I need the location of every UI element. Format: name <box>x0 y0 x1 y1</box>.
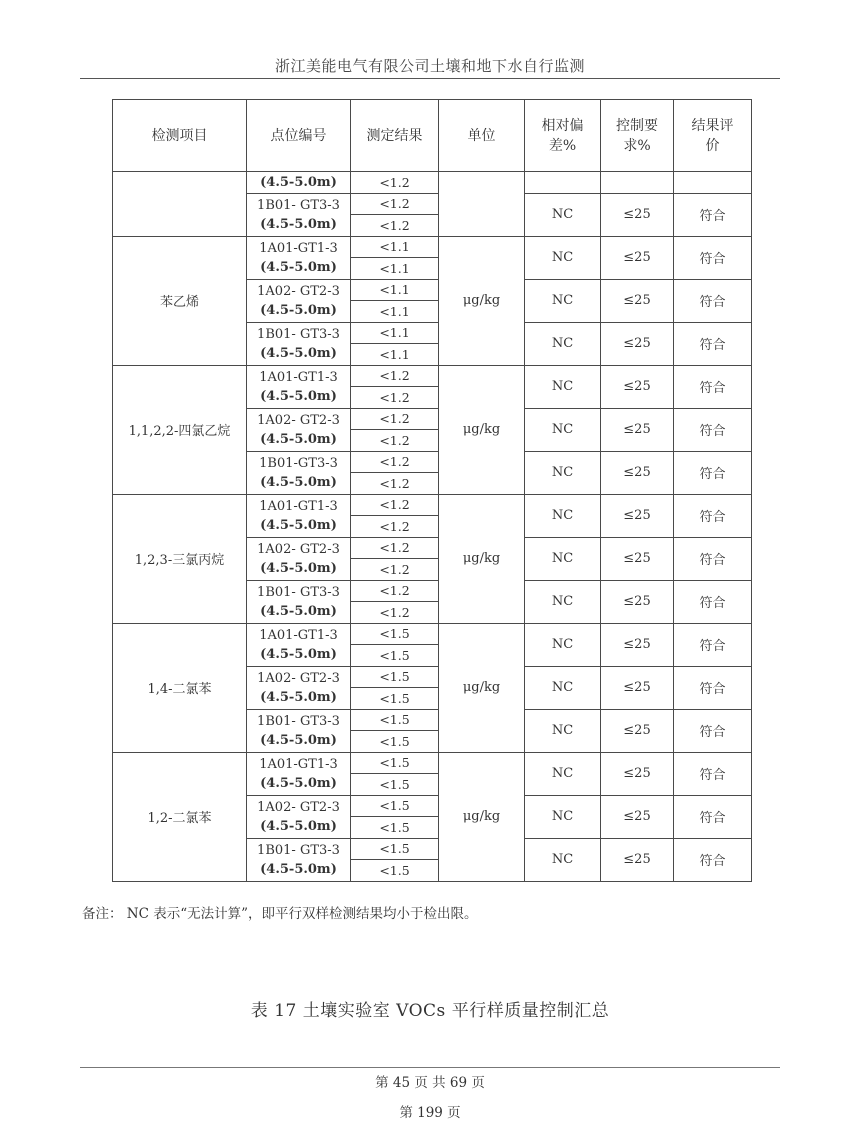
result-cell: <1.2 <box>351 193 439 215</box>
evaluation-cell: 符合 <box>674 752 752 795</box>
result-cell: <1.5 <box>351 709 439 731</box>
point-depth: (4.5-5.0m) <box>260 474 337 490</box>
table-row <box>113 172 752 194</box>
rpd-cell: NC <box>525 193 601 236</box>
evaluation-cell: 符合 <box>674 580 752 623</box>
page-number-total: 第 199 页 <box>399 1105 461 1121</box>
result-cell: <1.2 <box>351 473 439 495</box>
point-code: 1A02- GT2-3 <box>257 541 340 557</box>
table-row <box>113 236 752 258</box>
point-cell <box>247 537 351 580</box>
footer-rule <box>80 1067 780 1068</box>
rpd-cell: NC <box>525 408 601 451</box>
evaluation-cell: 符合 <box>674 537 752 580</box>
result-cell: <1.2 <box>351 580 439 602</box>
result-cell: <1.5 <box>351 645 439 667</box>
point-depth: (4.5-5.0m) <box>260 431 337 447</box>
column-header-evaluation: 结果评价 <box>674 100 752 172</box>
point-code: 1A01-GT1-3 <box>259 240 338 256</box>
point-code: 1B01- GT3-3 <box>257 326 340 342</box>
point-cell <box>247 172 351 194</box>
result-cell: <1.2 <box>351 451 439 473</box>
result-cell: <1.1 <box>351 301 439 323</box>
result-cell: <1.2 <box>351 537 439 559</box>
point-code: 1A02- GT2-3 <box>257 799 340 815</box>
point-cell <box>247 838 351 881</box>
rpd-cell: NC <box>525 623 601 666</box>
point-code: 1B01- GT3-3 <box>257 197 340 213</box>
point-code: 1A02- GT2-3 <box>257 412 340 428</box>
evaluation-cell: 符合 <box>674 838 752 881</box>
page-number: 第 45 页 共 69 页 <box>375 1075 485 1091</box>
rpd-cell: NC <box>525 236 601 279</box>
result-cell: <1.2 <box>351 365 439 387</box>
evaluation-cell: 符合 <box>674 322 752 365</box>
rpd-cell: NC <box>525 752 601 795</box>
control-cell: ≤25 <box>601 709 674 752</box>
result-cell: <1.2 <box>351 494 439 516</box>
column-header-point: 点位编号 <box>247 100 351 172</box>
result-cell: <1.5 <box>351 860 439 882</box>
rpd-cell: NC <box>525 451 601 494</box>
control-cell: ≤25 <box>601 322 674 365</box>
point-code: 1A02- GT2-3 <box>257 283 340 299</box>
detection-item-cell: 1,2,3-三氯丙烷 <box>113 494 247 623</box>
result-cell: <1.5 <box>351 795 439 817</box>
column-header-rpd: 相对偏差% <box>525 100 601 172</box>
rpd-cell <box>525 172 601 194</box>
control-cell: ≤25 <box>601 838 674 881</box>
control-cell: ≤25 <box>601 795 674 838</box>
result-cell: <1.2 <box>351 602 439 624</box>
table-row <box>113 752 752 774</box>
result-cell: <1.5 <box>351 731 439 753</box>
point-code: 1B01- GT3-3 <box>257 713 340 729</box>
point-depth: (4.5-5.0m) <box>260 603 337 619</box>
point-cell <box>247 623 351 666</box>
point-cell <box>247 322 351 365</box>
column-header-result: 测定结果 <box>351 100 439 172</box>
point-cell <box>247 365 351 408</box>
table-row <box>113 365 752 387</box>
evaluation-cell: 符合 <box>674 279 752 322</box>
control-cell: ≤25 <box>601 666 674 709</box>
evaluation-cell: 符合 <box>674 236 752 279</box>
evaluation-cell: 符合 <box>674 365 752 408</box>
unit-cell: μg/kg <box>439 752 525 881</box>
table-header-row <box>113 100 752 172</box>
point-code: 1B01-GT3-3 <box>259 455 338 471</box>
rpd-cell: NC <box>525 322 601 365</box>
evaluation-cell: 符合 <box>674 666 752 709</box>
point-cell <box>247 580 351 623</box>
rpd-cell: NC <box>525 795 601 838</box>
point-code: 1A01-GT1-3 <box>259 369 338 385</box>
control-cell: ≤25 <box>601 752 674 795</box>
point-depth: (4.5-5.0m) <box>260 818 337 834</box>
unit-cell: μg/kg <box>439 365 525 494</box>
point-cell <box>247 752 351 795</box>
table-body <box>113 172 752 882</box>
result-cell: <1.2 <box>351 559 439 581</box>
result-cell: <1.5 <box>351 666 439 688</box>
point-cell <box>247 193 351 236</box>
point-code: 1A01-GT1-3 <box>259 627 338 643</box>
table-row <box>113 623 752 645</box>
unit-cell: μg/kg <box>439 236 525 365</box>
control-cell: ≤25 <box>601 279 674 322</box>
point-cell <box>247 494 351 537</box>
detection-item-cell: 1,2-二氯苯 <box>113 752 247 881</box>
table-note: 备注： NC 表示“无法计算”，即平行双样检测结果均小于检出限。 <box>82 906 478 922</box>
result-cell: <1.5 <box>351 752 439 774</box>
point-depth: (4.5-5.0m) <box>260 560 337 576</box>
rpd-cell: NC <box>525 580 601 623</box>
result-cell: <1.2 <box>351 172 439 194</box>
rpd-cell: NC <box>525 666 601 709</box>
evaluation-cell: 符合 <box>674 193 752 236</box>
point-cell <box>247 408 351 451</box>
result-cell: <1.5 <box>351 774 439 796</box>
table-caption: 表 17 土壤实验室 VOCs 平行样质量控制汇总 <box>250 1001 610 1021</box>
point-cell <box>247 795 351 838</box>
column-header-unit: 单位 <box>439 100 525 172</box>
point-cell <box>247 451 351 494</box>
detection-item-cell: 1,1,2,2-四氯乙烷 <box>113 365 247 494</box>
detection-item-cell <box>113 172 247 237</box>
point-depth: (4.5-5.0m) <box>260 861 337 877</box>
rpd-cell: NC <box>525 494 601 537</box>
point-depth: (4.5-5.0m) <box>260 388 337 404</box>
control-cell: ≤25 <box>601 236 674 279</box>
control-cell: ≤25 <box>601 580 674 623</box>
result-cell: <1.5 <box>351 817 439 839</box>
header-rule <box>80 78 780 79</box>
rpd-cell: NC <box>525 365 601 408</box>
evaluation-cell: 符合 <box>674 451 752 494</box>
point-depth: (4.5-5.0m) <box>260 732 337 748</box>
evaluation-cell: 符合 <box>674 408 752 451</box>
point-depth: (4.5-5.0m) <box>260 259 337 275</box>
rpd-cell: NC <box>525 709 601 752</box>
result-cell: <1.5 <box>351 688 439 710</box>
result-cell: <1.1 <box>351 322 439 344</box>
evaluation-cell <box>674 172 752 194</box>
point-depth: (4.5-5.0m) <box>260 689 337 705</box>
control-cell: ≤25 <box>601 365 674 408</box>
point-code: 1A02- GT2-3 <box>257 670 340 686</box>
document-header-title: 浙江美能电气有限公司土壤和地下水自行监测 <box>274 57 585 75</box>
evaluation-cell: 符合 <box>674 795 752 838</box>
result-cell: <1.1 <box>351 258 439 280</box>
point-code: 1A01-GT1-3 <box>259 756 338 772</box>
point-cell <box>247 709 351 752</box>
result-cell: <1.2 <box>351 408 439 430</box>
point-depth: (4.5-5.0m) <box>260 646 337 662</box>
point-depth: (4.5-5.0m) <box>260 302 337 318</box>
point-depth: (4.5-5.0m) <box>260 174 337 190</box>
result-cell: <1.2 <box>351 430 439 452</box>
control-cell: ≤25 <box>601 623 674 666</box>
point-code: 1B01- GT3-3 <box>257 842 340 858</box>
point-cell <box>247 236 351 279</box>
point-depth: (4.5-5.0m) <box>260 345 337 361</box>
result-cell: <1.2 <box>351 215 439 237</box>
control-cell: ≤25 <box>601 408 674 451</box>
result-cell: <1.5 <box>351 838 439 860</box>
point-code: 1A01-GT1-3 <box>259 498 338 514</box>
control-cell: ≤25 <box>601 494 674 537</box>
unit-cell: μg/kg <box>439 494 525 623</box>
result-cell: <1.5 <box>351 623 439 645</box>
result-cell: <1.1 <box>351 344 439 366</box>
result-cell: <1.2 <box>351 387 439 409</box>
qc-summary-table <box>112 99 752 882</box>
point-code: 1B01- GT3-3 <box>257 584 340 600</box>
table-row <box>113 494 752 516</box>
column-header-item: 检测项目 <box>113 100 247 172</box>
result-cell: <1.2 <box>351 516 439 538</box>
evaluation-cell: 符合 <box>674 709 752 752</box>
control-cell <box>601 172 674 194</box>
unit-cell <box>439 172 525 237</box>
point-depth: (4.5-5.0m) <box>260 517 337 533</box>
point-cell <box>247 666 351 709</box>
detection-item-cell: 1,4-二氯苯 <box>113 623 247 752</box>
rpd-cell: NC <box>525 537 601 580</box>
control-cell: ≤25 <box>601 537 674 580</box>
column-header-control: 控制要求% <box>601 100 674 172</box>
detection-item-cell: 苯乙烯 <box>113 236 247 365</box>
evaluation-cell: 符合 <box>674 494 752 537</box>
rpd-cell: NC <box>525 838 601 881</box>
rpd-cell: NC <box>525 279 601 322</box>
result-cell: <1.1 <box>351 279 439 301</box>
point-cell <box>247 279 351 322</box>
evaluation-cell: 符合 <box>674 623 752 666</box>
control-cell: ≤25 <box>601 451 674 494</box>
result-cell: <1.1 <box>351 236 439 258</box>
unit-cell: μg/kg <box>439 623 525 752</box>
control-cell: ≤25 <box>601 193 674 236</box>
point-depth: (4.5-5.0m) <box>260 775 337 791</box>
point-depth: (4.5-5.0m) <box>260 216 337 232</box>
